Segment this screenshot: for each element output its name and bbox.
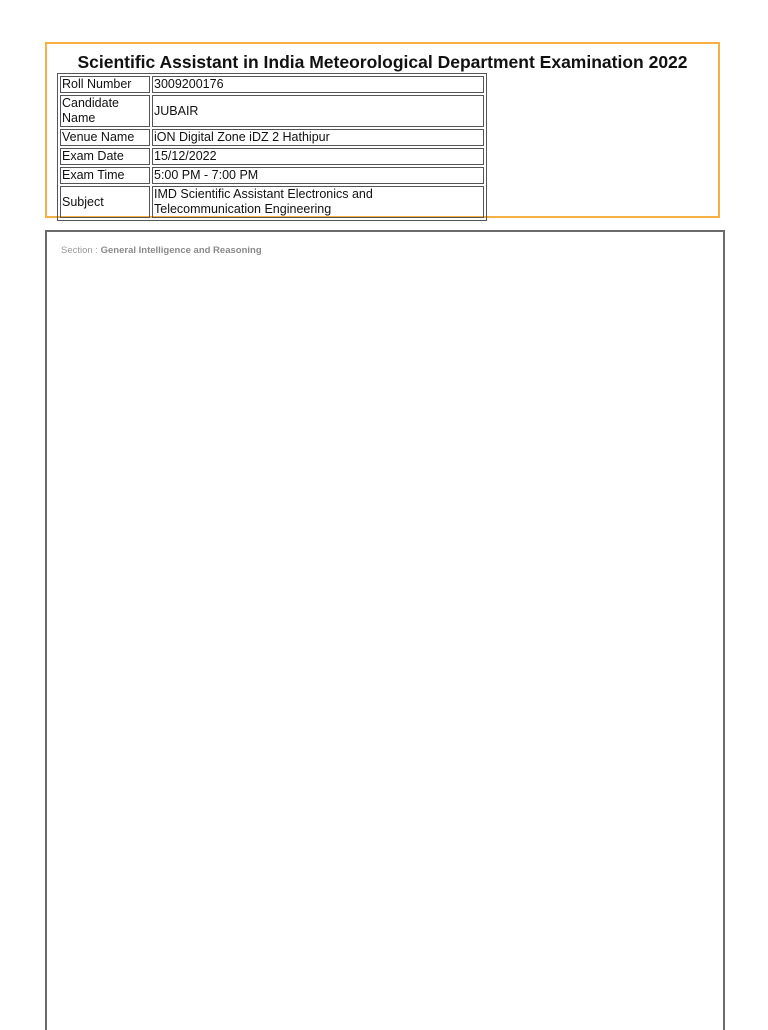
table-row-exam-time bbox=[60, 167, 484, 184]
venue-name-label: Venue Name bbox=[60, 129, 150, 146]
exam-title: Scientific Assistant in India Meteorological Department Examination 2022 bbox=[77, 52, 688, 72]
candidate-name-label: Candidate Name bbox=[60, 95, 150, 127]
table-row-venue-name bbox=[60, 129, 484, 146]
exam-header-panel bbox=[45, 42, 720, 218]
roll-number-value: 3009200176 bbox=[152, 76, 484, 93]
table-row-subject bbox=[60, 186, 484, 218]
candidate-name-value: JUBAIR bbox=[152, 95, 484, 127]
section-heading bbox=[61, 245, 262, 256]
candidate-details-table bbox=[57, 73, 487, 221]
exam-time-value: 5:00 PM - 7:00 PM bbox=[152, 167, 484, 184]
table-row-exam-date bbox=[60, 148, 484, 165]
table-row-candidate-name bbox=[60, 95, 484, 127]
roll-number-label: Roll Number bbox=[60, 76, 150, 93]
section-prefix: Section : bbox=[61, 245, 98, 256]
subject-label: Subject bbox=[60, 186, 150, 218]
exam-date-label: Exam Date bbox=[60, 148, 150, 165]
exam-time-label: Exam Time bbox=[60, 167, 150, 184]
section-name: General Intelligence and Reasoning bbox=[100, 245, 262, 256]
question-section-panel bbox=[45, 230, 725, 1030]
exam-date-value: 15/12/2022 bbox=[152, 148, 484, 165]
table-row-roll-number bbox=[60, 76, 484, 93]
subject-value: IMD Scientific Assistant Electronics and Telecommunication Engineering bbox=[152, 186, 484, 218]
venue-name-value: iON Digital Zone iDZ 2 Hathipur bbox=[152, 129, 484, 146]
